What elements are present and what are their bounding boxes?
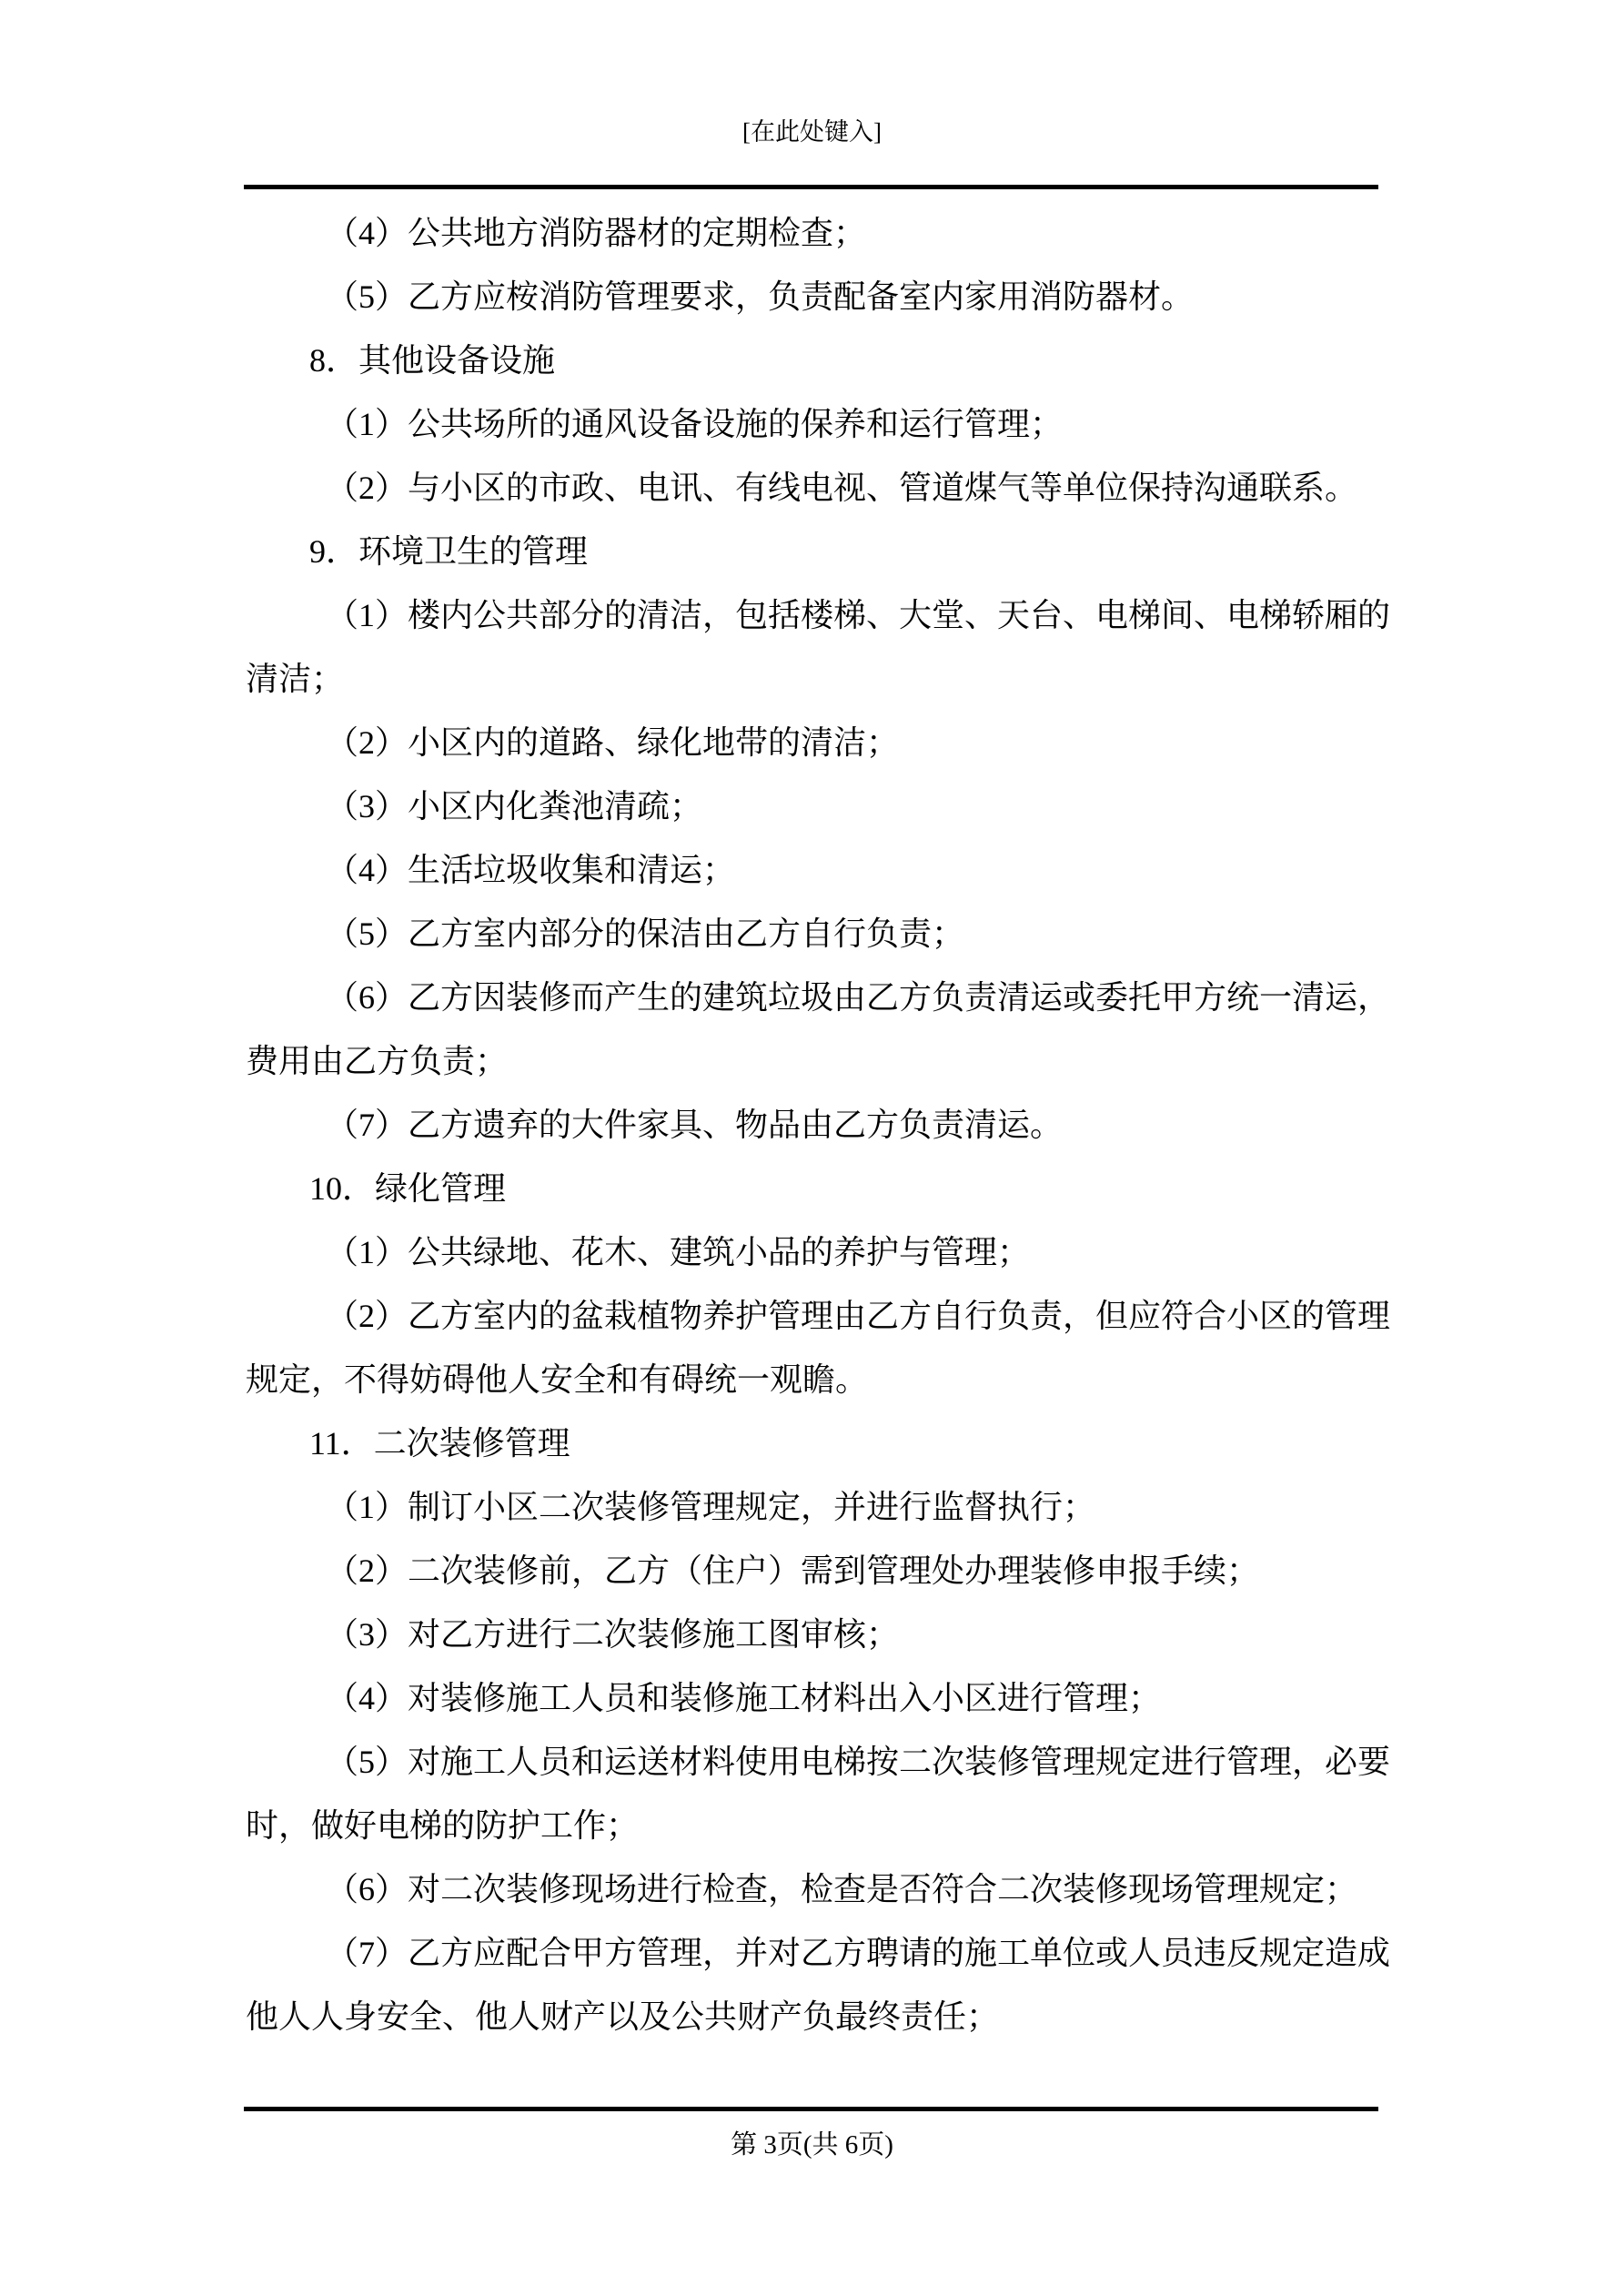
document-line: （4）对装修施工人员和装修施工材料出入小区进行管理；	[326, 1680, 1162, 1716]
document-line: 规定，不得妨碍他人安全和有碍统一观瞻。	[246, 1361, 869, 1398]
document-line: 10．绿化管理	[309, 1170, 507, 1207]
document-body	[246, 201, 1391, 2048]
document-line: 费用由乙方负责；	[246, 1043, 509, 1079]
document-line: （3）对乙方进行二次装修施工图审核；	[326, 1616, 900, 1653]
document-line: （2）乙方室内的盆栽植物养护管理由乙方自行负责，但应符合小区的管理	[326, 1298, 1391, 1334]
page-header	[0, 116, 1624, 147]
document-line: 他人人身安全、他人财产以及公共财产负最终责任；	[246, 1998, 1000, 2035]
document-line: （4）生活垃圾收集和清运；	[326, 852, 736, 888]
document-line: （5）乙方应桉消防管理要求，负责配备室内家用消防器材。	[326, 278, 1195, 315]
document-line: （1）公共绿地、花木、建筑小品的养护与管理；	[326, 1234, 1031, 1270]
document-line: 8．其他设备设施	[309, 342, 556, 379]
document-line: （1）制订小区二次装修管理规定，并进行监督执行；	[326, 1489, 1096, 1525]
document-line: （5）对施工人员和运送材料使用电梯按二次装修管理规定进行管理，必要	[326, 1744, 1391, 1780]
document-line: （6）乙方因装修而产生的建筑垃圾由乙方负责清运或委托甲方统一清运，	[326, 979, 1391, 1016]
document-line: 11．二次装修管理	[309, 1425, 570, 1462]
document-line: （3）小区内化粪池清疏；	[326, 788, 703, 824]
document-line: （7）乙方应配合甲方管理，并对乙方聘请的施工单位或人员违反规定造成	[326, 1935, 1391, 1971]
document-line: 清洁；	[246, 661, 345, 697]
document-line: （1）楼内公共部分的清洁，包括楼梯、大堂、天台、电梯间、电梯轿厢的	[326, 597, 1391, 633]
document-line: 9．环境卫生的管理	[309, 533, 589, 570]
document-line: （2）小区内的道路、绿化地带的清洁；	[326, 724, 900, 761]
document-line: （2）与小区的市政、电讯、有线电视、管道煤气等单位保持沟通联系。	[326, 470, 1358, 506]
header-rule	[244, 185, 1378, 189]
document-line: （2）二次装修前，乙方（住户）需到管理处办理装修申报手续；	[326, 1553, 1260, 1589]
page-number-label: 第 3页(共 6页)	[731, 2130, 893, 2159]
header-placeholder-text: [在此处键入]	[742, 118, 882, 146]
footer-rule	[244, 2107, 1378, 2111]
document-line: （5）乙方室内部分的保洁由乙方自行负责；	[326, 915, 965, 952]
document-line: （6）对二次装修现场进行检查，检查是否符合二次装修现场管理规定；	[326, 1871, 1358, 1907]
document-line: 时，做好电梯的防护工作；	[246, 1807, 640, 1844]
document-line: （1）公共场所的通风设备设施的保养和运行管理；	[326, 406, 1064, 442]
document-line: （7）乙方遗弃的大件家具、物品由乙方负责清运。	[326, 1107, 1064, 1143]
page-footer	[0, 2126, 1624, 2164]
document-line: （4）公共地方消防器材的定期检查；	[326, 215, 867, 251]
